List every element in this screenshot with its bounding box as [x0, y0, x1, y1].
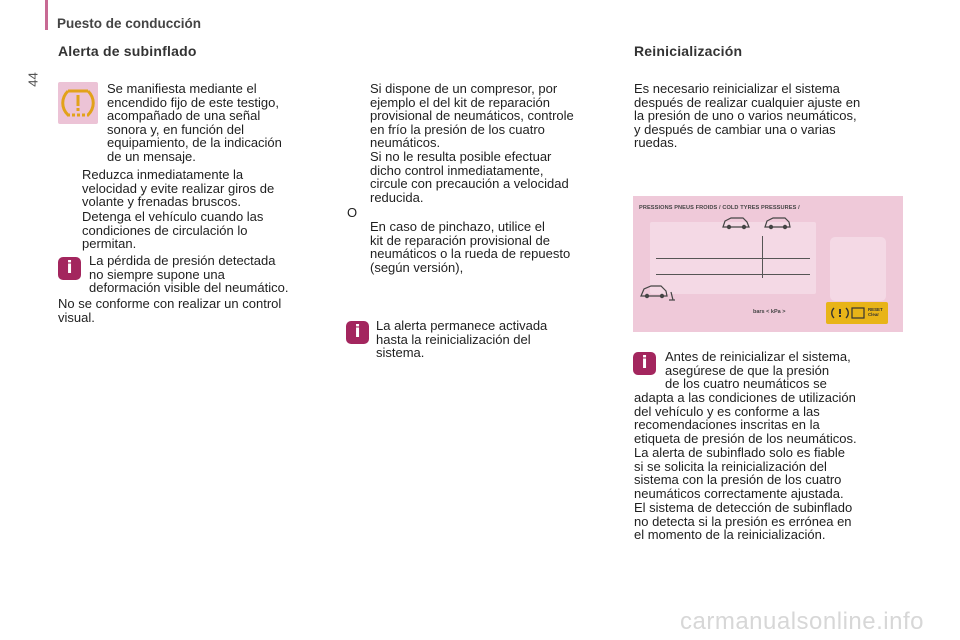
label-side-panel [830, 237, 886, 301]
page-header: Puesto de conducción [57, 16, 202, 31]
para-reliability: La alerta de subinflado solo es fiable si se solicita la reinicialización del sistema con la presión de los cuatro neumáticos correctamente ajustada. [634, 445, 846, 501]
bullet-stop-vehicle: Detenga el vehículo cuando las condiciones de circulación lo permitan. [82, 209, 264, 252]
alerta-intro: Se manifiesta mediante el encendido fijo de este testigo, acompañado de una señal sonora y, en función del equipamiento, de la indicación de un mensaje. [107, 81, 282, 164]
section-title-reinicializacion: Reinicialización [634, 43, 743, 59]
info-icon: i [346, 321, 369, 344]
bullet-puncture: En caso de pinchazo, utilice el kit de reparación provisional de neumáticos o la rueda de repuesto (según versión), [370, 219, 571, 275]
car-load-icon [721, 213, 791, 231]
tyre-pressure-warning-icon [58, 82, 98, 124]
label-units: bars < kPa > [753, 309, 786, 315]
page-number: 44 [25, 72, 41, 87]
para-detection-limit: El sistema de detección de subinflado no detecta si la presión es errónea en el momento de la reinicialización. [634, 500, 853, 543]
bullet-reduce-speed: Reduzca inmediatamente la velocidad y evite realizar giros de volante y frenadas bruscos. [82, 167, 275, 210]
note-before-reset: adapta a las condiciones de utilización del vehículo y es conforme a las recomendaciones inscritas en la etiqueta de presión de los neumáticos. [634, 390, 857, 446]
tyre-pressure-label-image [633, 196, 903, 332]
info-icon: i [633, 352, 656, 375]
outro-visual-check: No se conforme con realizar un control visual. [58, 296, 282, 325]
section-title-alerta: Alerta de subinflado [58, 43, 197, 59]
watermark: carmanualsonline.info [680, 608, 924, 635]
car-towing-icon [639, 282, 677, 304]
bullet-compressor: Si dispone de un compresor, por ejemplo el del kit de reparación provisional de neumáticos, controle en frío la presión de los cuatro neumáticos. [370, 81, 574, 151]
page-accent-bar [45, 0, 48, 30]
label-header: PRESSIONS PNEUS FROIDS / COLD TYRES PRESSURES / [639, 205, 800, 211]
note-before-reset-indented: Antes de reinicializar el sistema, asegúrese de que la presión de los cuatro neumáticos se [665, 349, 851, 392]
note-alert-stays-active: La alerta permanece activada hasta la reinicialización del sistema. [376, 318, 548, 361]
note-pressure-loss: La pérdida de presión detectada no siempre supone una deformación visible del neumático. [89, 253, 289, 296]
reset-label: RESET Clear [868, 307, 883, 317]
bullet-drive-carefully: Si no le resulta posible efectuar dicho control inmediatamente, circule con precaución a velocidad reducida. [370, 149, 569, 205]
reinit-intro: Es necesario reinicializar el sistema después de realizar cualquier ajuste en la presión de uno o varios neumáticos, y después de cambiar una o varias ruedas. [634, 81, 861, 151]
tyre-reset-icon [830, 306, 866, 320]
reset-button-panel [826, 302, 888, 324]
or-separator: O [347, 205, 358, 220]
info-icon: i [58, 257, 81, 280]
